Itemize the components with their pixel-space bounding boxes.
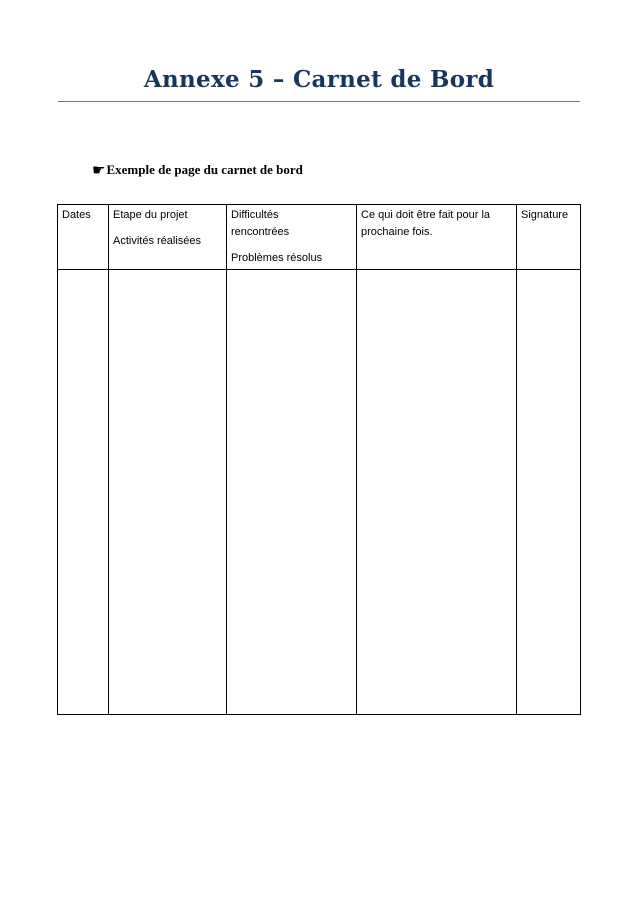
cell-signature[interactable] xyxy=(517,270,581,715)
title-divider xyxy=(58,101,580,102)
header-a-faire xyxy=(357,205,517,270)
header-dates xyxy=(58,205,109,270)
cell-dates[interactable] xyxy=(58,270,109,715)
header-activites-label: Activités réalisées xyxy=(113,235,202,247)
header-dates-label: Dates xyxy=(62,209,91,221)
cell-difficultes[interactable] xyxy=(227,270,357,715)
header-difficultes-label-2: rencontrées xyxy=(231,226,290,238)
subtitle-text: Exemple de page du carnet de bord xyxy=(106,162,303,177)
page-title: Annexe 5 – Carnet de Bord xyxy=(143,66,495,93)
subtitle xyxy=(92,162,303,178)
table-row xyxy=(58,270,581,715)
header-signature-label: Signature xyxy=(521,209,569,221)
header-difficultes-label-1: Difficultés xyxy=(231,209,279,221)
header-a-faire-label-1: Ce qui doit être fait pour la xyxy=(361,209,491,221)
header-problemes-label: Problèmes résolus xyxy=(231,252,323,264)
header-a-faire-label-2: prochaine fois. xyxy=(361,226,433,238)
cell-etape[interactable] xyxy=(109,270,227,715)
logbook-table xyxy=(57,204,581,715)
pointing-hand-icon: ☛ xyxy=(92,160,106,179)
table-header-row xyxy=(58,205,581,270)
cell-a-faire[interactable] xyxy=(357,270,517,715)
header-etape-label: Etape du projet xyxy=(113,209,188,221)
header-signature xyxy=(517,205,581,270)
header-etape xyxy=(109,205,227,270)
header-difficultes xyxy=(227,205,357,270)
